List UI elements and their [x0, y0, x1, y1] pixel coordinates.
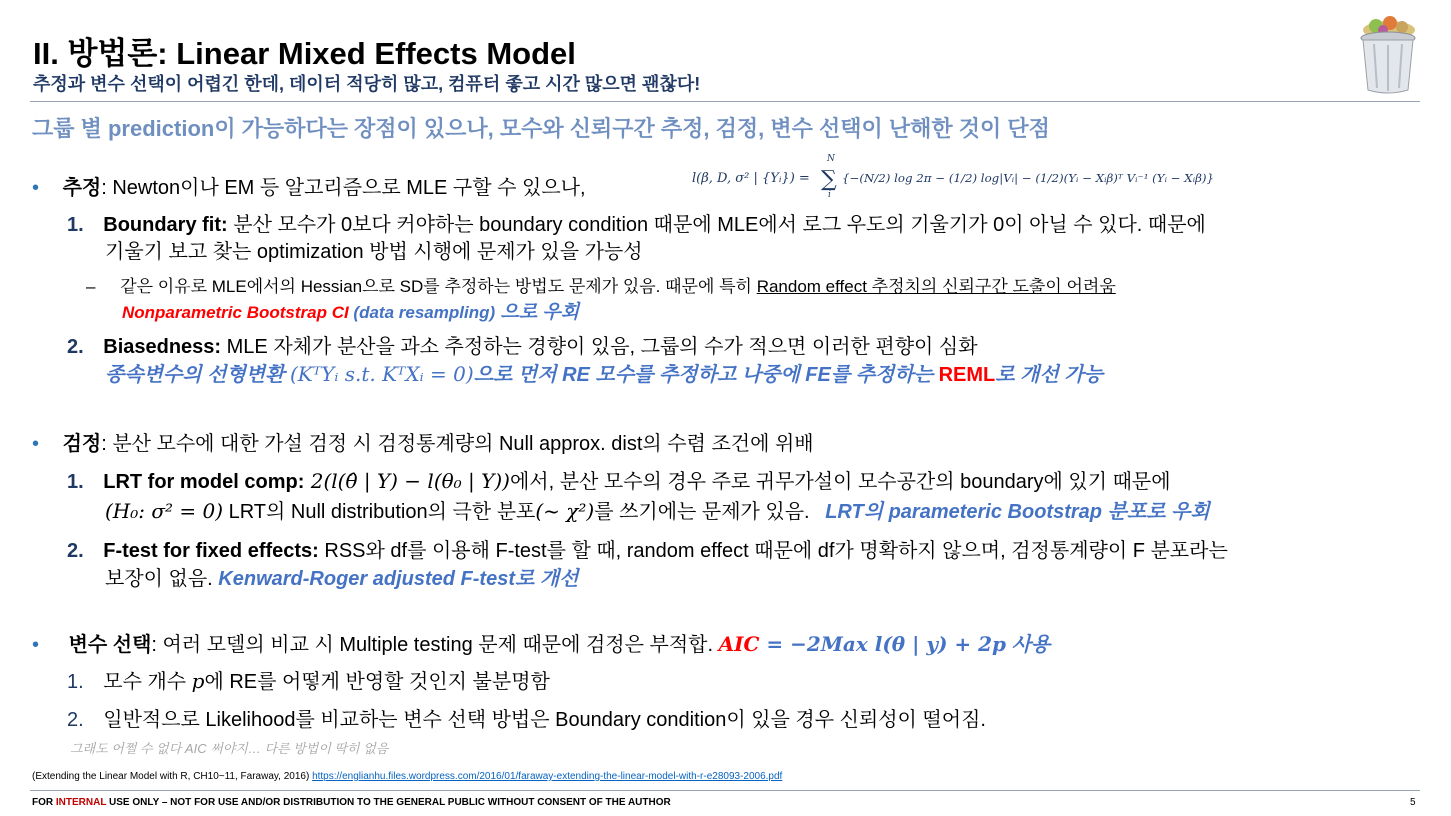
aic-formula: = −2Max l(θ | y) + 2p — [759, 632, 1007, 656]
testing-text: : 분산 모수에 대한 가설 검정 시 검정통계량의 Null approx. dist의 수렴 조건에 위배 — [101, 433, 814, 455]
page-subtitle: 추정과 변수 선택이 어렵긴 한데, 데이터 적당히 많고, 컴퓨터 좋고 시간 많으면 괜찮다! — [33, 74, 701, 94]
lrt-text: 에서, 분산 모수의 경우 주로 귀무가설이 모수공간의 boundary에 있기 때문에 — [509, 471, 1171, 493]
trash-can-logo-icon — [1356, 14, 1420, 96]
selection-item-2-text: 일반적으로 Likelihood를 비교하는 변수 선택 방법은 Boundary condition이 있을 경우 신뢰성이 떨어짐. — [103, 709, 986, 731]
reml-tail: 로 개선 가능 — [995, 364, 1103, 386]
estimation-text: : Newton이나 EM 등 알고리즘으로 MLE 구할 수 있으나, — [101, 177, 586, 199]
footer-suffix: USE ONLY – NOT FOR USE AND/OR DISTRIBUTION TO THE GENERAL PUBLIC WITHOUT CONSENT OF THE AUTHOR — [106, 797, 671, 808]
reml-remedy — [105, 358, 1103, 387]
selection-text: : 여러 모델의 비교 시 Multiple testing 문제 때문에 검정은 부적합. — [151, 634, 719, 656]
page-title: II. 방법론: Linear Mixed Effects Model — [33, 36, 576, 71]
bootstrap-remedy — [122, 297, 579, 324]
item-number: 1. — [67, 471, 84, 493]
ftest-text: RSS와 df를 이용해 F-test를 할 때, random effect 때문에 df가 명확하지 않으며, 검정통계량이 F 분포라는 — [318, 540, 1228, 562]
item-number: 2. — [67, 709, 84, 731]
lrt-label: LRT for model comp: — [103, 471, 305, 493]
item-number: 2. — [67, 540, 84, 562]
lrt-text-2: LRT의 Null distribution의 극한 분포 — [223, 501, 536, 523]
aic-tail: 사용 — [1006, 634, 1051, 656]
header-divider — [30, 101, 1420, 102]
reml-head: 종속변수의 선형변환 — [105, 364, 290, 386]
bullet-estimation — [32, 171, 586, 200]
reml-math: (KᵀYᵢ s.t. KᵀXᵢ = 0) — [290, 362, 474, 386]
reml-keyword: REML — [938, 364, 996, 386]
item-number: 1. — [67, 214, 84, 236]
lrt-math: 2(l(θ̂ | Y) − l(θ₀ | Y)) — [304, 469, 510, 493]
hessian-text: 같은 이유로 MLE에서의 Hessian으로 SD를 추정하는 방법도 문제가 있음. 때문에 특히 — [120, 277, 757, 296]
footer-internal: INTERNAL — [55, 797, 107, 808]
summary-headline: 그룹 별 prediction이 가능하다는 장점이 있으나, 모수와 신뢰구간 추정, 검정, 변수 선택이 난해한 것이 단점 — [32, 116, 1050, 141]
boundary-fit-text-cont: 기울기 보고 찾는 optimization 방법 시행에 문제가 있을 가능성 — [105, 241, 643, 263]
boundary-fit-label: Boundary fit: — [103, 214, 228, 236]
param-count-math: p — [191, 669, 205, 693]
formula-body: {−(N/2) log 2π − (1/2) log|Vᵢ| − (1/2)(Yᵢ − Xᵢβ)ᵀ Vᵢ⁻¹ (Yᵢ − Xᵢβ)} — [842, 172, 1190, 185]
boundary-fit-text: 분산 모수가 0보다 커야하는 boundary condition 때문에 MLE에서 로그 우도의 기울기가 0이 아닐 수 있다. 때문에 — [227, 214, 1206, 236]
aic-label: AIC — [718, 632, 760, 656]
citation-link[interactable]: https://englianhu.files.wordpress.com/2016/01/faraway-extending-the-linear-model-with-r-e28093-2006.pdf — [312, 771, 783, 782]
bootstrap-ci-text: Nonparametric Bootstrap CI — [122, 303, 349, 322]
bootstrap-tail-text: 으로 우회 — [495, 302, 580, 323]
citation — [32, 771, 782, 782]
hessian-subitem — [86, 272, 1116, 297]
bullet-dot: • — [32, 177, 40, 199]
ftest-label: F-test for fixed effects: — [103, 540, 319, 562]
ftest-item — [67, 534, 1228, 563]
bootstrap-resampling-text: (data resampling) — [348, 303, 496, 322]
chi-square-math: (~ χ²) — [535, 499, 595, 523]
lrt-remedy: LRT의 parameteric Bootstrap 분포로 우회 — [825, 501, 1210, 523]
aic-note: 그래도 어쩔 수 없다 AIC 써야지… 다른 방법이 딱히 없음 — [70, 741, 389, 756]
biasedness-item — [67, 330, 978, 359]
selection-item-1 — [67, 665, 550, 694]
footer-divider — [30, 790, 1420, 791]
testing-label: 검정 — [62, 433, 102, 455]
citation-text: (Extending the Linear Model with R, CH10~11, Faraway, 2016) — [32, 771, 313, 782]
dash-marker: – — [86, 277, 96, 296]
log-likelihood-formula — [692, 150, 1217, 198]
biasedness-text: MLE 자체가 분산을 과소 추정하는 경향이 있음, 그룹의 수가 적으면 이러한 편향이 심화 — [221, 336, 978, 358]
item-number: 2. — [67, 336, 84, 358]
lrt-item — [67, 465, 1171, 494]
lrt-text-3: 를 쓰기에는 문제가 있음. — [594, 501, 810, 523]
page-number: 5 — [1410, 797, 1416, 808]
bullet-testing — [32, 427, 814, 456]
selection-item-2 — [67, 703, 986, 732]
selection-item-1-text-b: 에 RE를 어떻게 반영할 것인지 불분명함 — [204, 671, 550, 693]
formula-lhs: l(β, D, σ² | {Yᵢ}) = — [692, 171, 810, 186]
bullet-dot: • — [32, 433, 40, 455]
reml-mid: 으로 먼저 RE 모수를 추정하고 나중에 FE를 추정하는 — [473, 364, 939, 386]
footer-prefix: FOR — [32, 797, 56, 808]
null-hypothesis-math: (H₀: σ² = 0) — [105, 499, 224, 523]
ftest-remedy: Kenward-Roger adjusted F-test로 개선 — [218, 568, 579, 590]
biasedness-label: Biasedness: — [103, 336, 222, 358]
ftest-item-cont — [105, 562, 579, 591]
formula-sum-sign: ∑ — [821, 167, 837, 192]
ftest-text-2: 보장이 없음. — [105, 568, 219, 590]
formula-sum-top: N — [827, 154, 835, 164]
lrt-item-cont — [105, 495, 1210, 524]
formula-sum-bottom: i — [828, 190, 831, 198]
selection-item-1-text-a: 모수 개수 — [103, 671, 192, 693]
footer-disclaimer — [32, 797, 671, 808]
boundary-fit-item — [67, 208, 1206, 237]
selection-label: 변수 선택 — [68, 634, 152, 656]
bullet-dot: • — [32, 634, 40, 656]
item-number: 1. — [67, 671, 84, 693]
estimation-label: 추정 — [62, 177, 102, 199]
bullet-selection — [32, 628, 1050, 657]
hessian-underline-text: Random effect 추정치의 신뢰구간 도출이 어려움 — [756, 277, 1116, 296]
